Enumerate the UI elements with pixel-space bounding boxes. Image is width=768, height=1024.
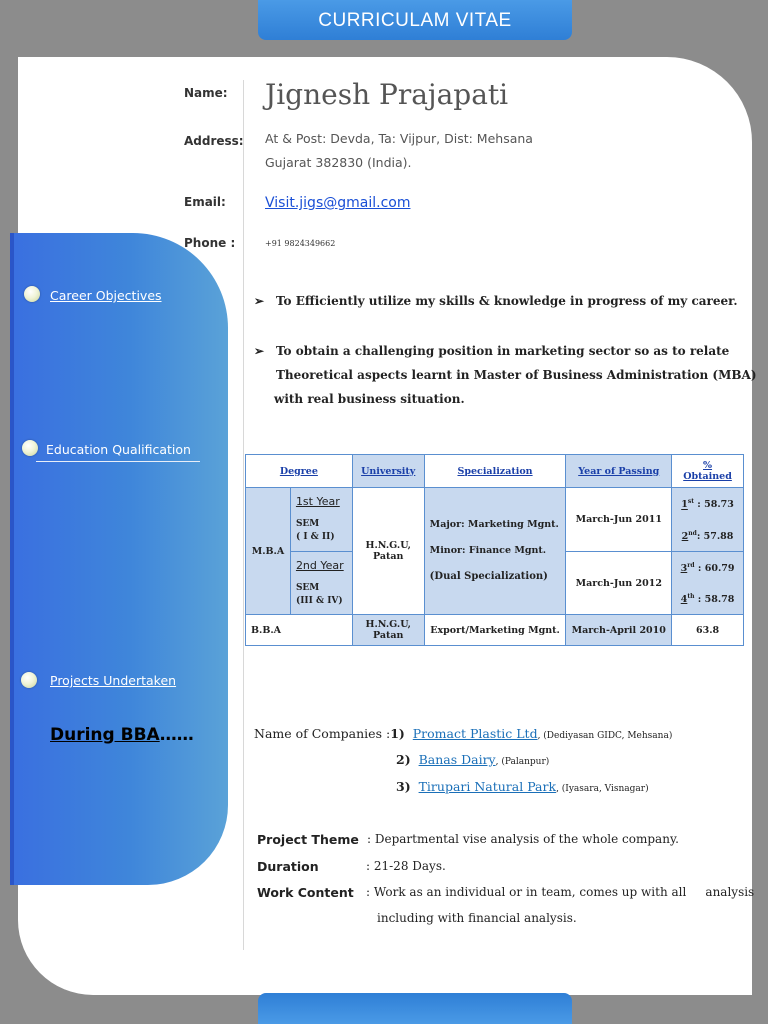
duration-value: : 21-28 Days.	[366, 859, 446, 873]
arrow-bullet-icon: ➢	[254, 294, 265, 308]
bottom-banner	[258, 993, 572, 1024]
project-theme-label: Project Theme	[257, 832, 359, 847]
education-table	[245, 454, 744, 646]
work-content-line-2: including with financial analysis.	[377, 911, 577, 925]
bba-passing: March-April 2010	[566, 615, 672, 646]
bba-percent: 63.8	[672, 615, 744, 646]
work-content-line-1: : Work as an individual or in team, comes up with all analysis	[366, 885, 755, 899]
bba-degree: B.B.A	[246, 615, 353, 646]
mba-degree: M.B.A	[246, 488, 291, 615]
mba-passing-2011: March-Jun 2011	[566, 488, 672, 552]
project-theme-value: : Departmental vise analysis of the whole company.	[367, 832, 679, 846]
company-row-2: 2) Banas Dairy, (Palanpur)	[396, 752, 550, 767]
table-row	[246, 488, 744, 552]
phone-value: +91 9824349662	[265, 239, 336, 248]
email-label: Email:	[184, 195, 226, 209]
mba-year-1: 1st Year SEM ( I & II)	[290, 488, 352, 552]
sidebar-panel	[10, 233, 228, 885]
arrow-bullet-icon: ➢	[254, 344, 265, 358]
candidate-name: Jignesh Prajapati	[265, 78, 509, 111]
work-content-label: Work Content	[257, 885, 354, 900]
header-degree: Degree	[246, 455, 353, 488]
bullet-icon	[24, 286, 40, 302]
bullet-icon	[21, 672, 37, 688]
mba-sem-scores-1-2: 1st : 58.73 2nd: 57.88	[672, 488, 744, 552]
company-link-tirupari[interactable]: Tirupari Natural Park	[418, 779, 557, 794]
mba-sem-scores-3-4: 3rd : 60.79 4th : 58.78	[672, 552, 744, 615]
header-percent-obtained: % Obtained	[672, 455, 744, 488]
address-line-2: Gujarat 382830 (India).	[265, 155, 412, 170]
header-specialization: Specialization	[424, 455, 566, 488]
mba-year-2: 2nd Year SEM (III & IV)	[290, 552, 352, 615]
phone-label: Phone :	[184, 236, 236, 250]
email-link[interactable]: Visit.jigs@gmail.com	[265, 195, 411, 211]
cv-title: CURRICULAM VITAE	[318, 10, 512, 31]
during-bba-heading: During BBA……	[50, 725, 194, 745]
divider-line	[243, 80, 244, 950]
table-header-row	[246, 455, 744, 488]
table-row	[246, 615, 744, 646]
address-label: Address:	[184, 134, 244, 148]
mba-specialization: Major: Marketing Mgnt. Minor: Finance Mgnt. (Dual Specialization)	[424, 488, 566, 615]
mba-university: H.N.G.U, Patan	[352, 488, 424, 615]
bullet-icon	[22, 440, 38, 456]
mba-passing-2012: March-Jun 2012	[566, 552, 672, 615]
sidebar-link-projects[interactable]: Projects Undertaken	[50, 673, 177, 688]
header-year-of-passing: Year of Passing	[566, 455, 672, 488]
sidebar-link-education[interactable]: Education Qualification	[46, 442, 191, 457]
header-university: University	[352, 455, 424, 488]
objective-item: ➢ To Efficiently utilize my skills & knowledge in progress of my career.	[254, 289, 738, 313]
company-row-1: Name of Companies :1) Promact Plastic Ltd, (Dediyasan GIDC, Mehsana)	[254, 726, 673, 741]
objective-item: ➢ To obtain a challenging position in marketing sector so as to relate Theoretical aspects learnt in Master of Business Administration (MBA) with real business situation.	[254, 339, 757, 411]
sidebar-link-career-objectives[interactable]: Career Objectives	[50, 288, 162, 303]
name-label: Name:	[184, 86, 228, 100]
address-line-1: At & Post: Devda, Ta: Vijpur, Dist: Mehsana	[265, 131, 533, 146]
company-row-3: 3) Tirupari Natural Park, (Iyasara, Visnagar)	[396, 779, 649, 794]
company-link-promact[interactable]: Promact Plastic Ltd	[412, 726, 538, 741]
duration-label: Duration	[257, 859, 319, 874]
cv-title-banner	[258, 0, 572, 40]
bba-specialization: Export/Marketing Mgnt.	[424, 615, 566, 646]
company-link-banas-dairy[interactable]: Banas Dairy	[418, 752, 496, 767]
sidebar-underline	[36, 461, 200, 462]
bba-university: H.N.G.U, Patan	[352, 615, 424, 646]
